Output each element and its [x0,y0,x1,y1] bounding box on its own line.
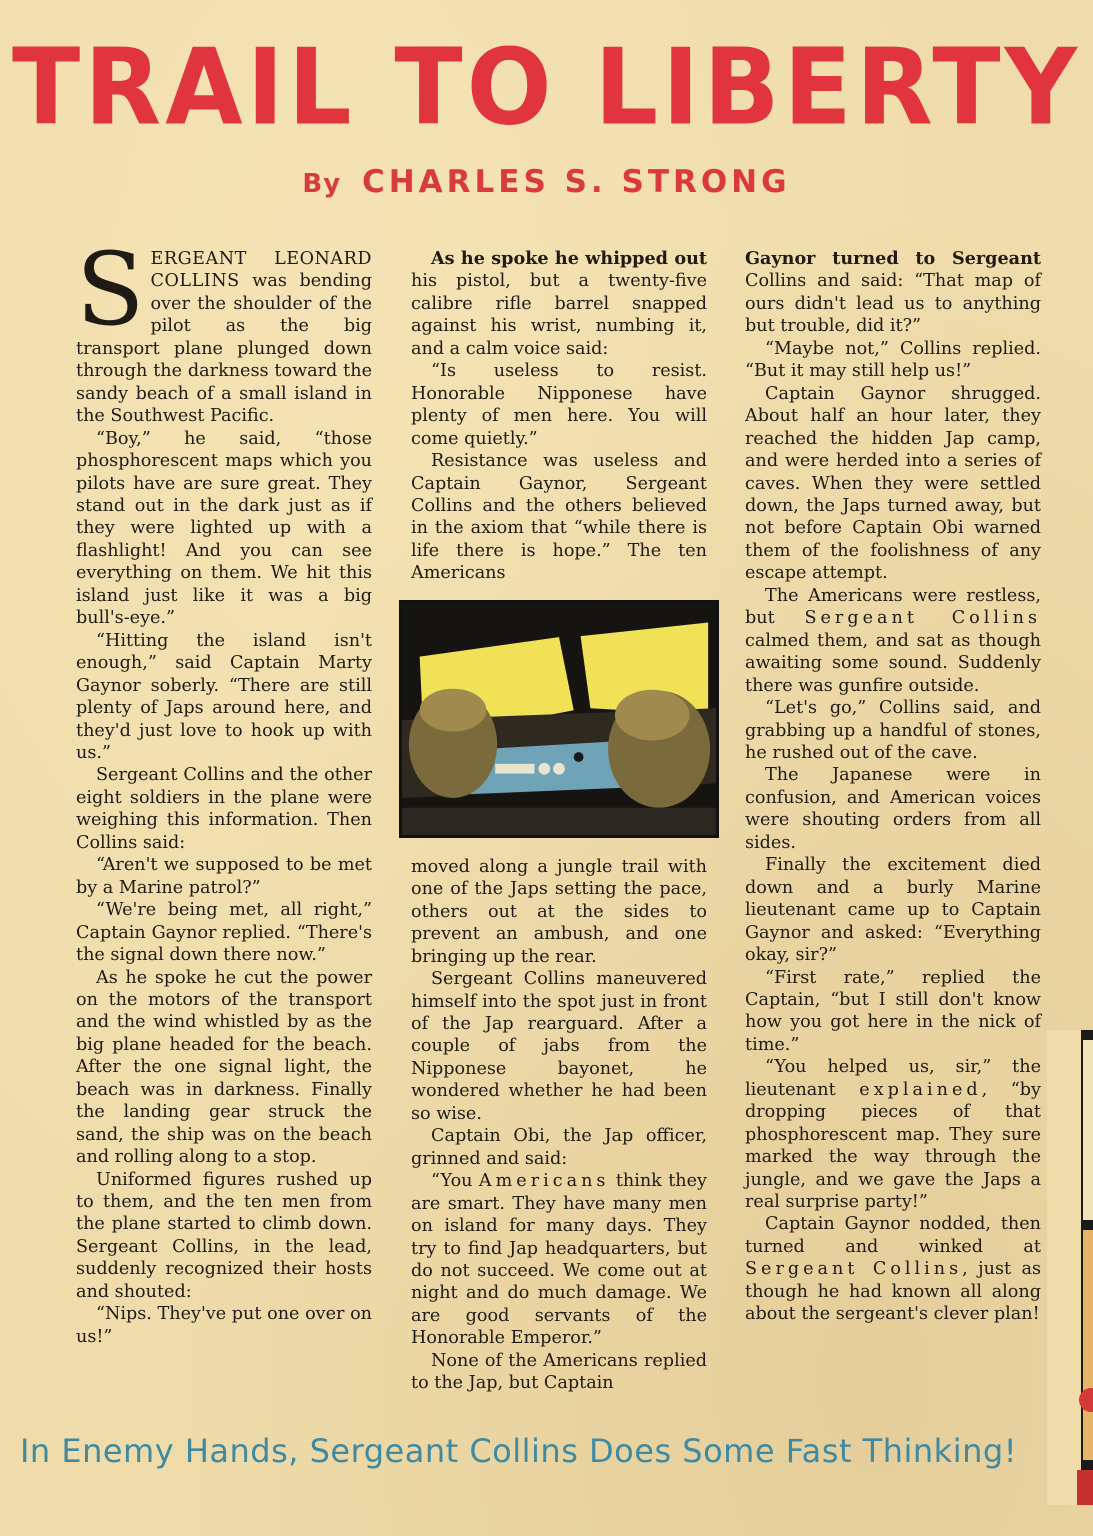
paragraph [76,231,372,428]
byline-prefix: By [302,169,342,199]
paragraph: “First rate,” replied the Captain, “but I still don't know how you got here in the nick of time.” [745,967,1041,1055]
byline [0,164,1093,200]
paragraph [411,1170,707,1350]
paragraph [745,1213,1041,1325]
paragraph: Sergeant Collins maneuvered himself into the spot just in front of the Jap rearguard. After a couple of jabs from the Nipponese bayonet, he wondered whether he had been so wise. [411,969,707,1124]
paragraph: Uniformed figures rushed up to them, and the ten men from the plane started to climb down. Sergeant Collins, in the lead, suddenly recognized their hosts and shouted: [76,1169,372,1302]
drop-cap: S [76,231,145,348]
bold-lead: Gaynor turned to Sergeant [745,248,1041,269]
paragraph: Sergeant Collins and the other eight soldiers in the plane were weighing this information. Then Collins said: [76,765,372,853]
text-column-3 [745,248,1041,1326]
lead-in: ERGEANT LEONARD COLLINS [150,249,372,292]
paragraph-text: his pistol, but a twenty-five calibre rifle barrel snapped against his wrist, numbing it, and a calm voice said: [411,271,707,359]
paragraph: “Aren't we supposed to be met by a Marine patrol?” [76,855,372,898]
story-title: TRAIL TO LIBERTY [12,26,1081,149]
paragraph: “Is useless to resist. Honorable Nipponese have plenty of men here. You will come quietly.” [411,361,707,449]
paragraph-text: Collins and said: “That map of ours didn't lead us to anything but trouble, did it?” [745,271,1041,337]
paragraph: “Maybe not,” Collins replied. “But it may still help us!” [745,338,1041,382]
paragraph: The Japanese were in confusion, and American voices were shouting orders from all sides. [745,765,1041,853]
paragraph-text: “You [431,1171,479,1192]
paragraph-text: Captain Gaynor nodded, then turned and winked at [745,1214,1041,1257]
paragraph-text: The Americans were restless, but [745,585,1041,629]
paragraph [411,248,707,360]
story-tagline: In Enemy Hands, Sergeant Collins Does Some Fast Thinking! [19,1432,1018,1470]
paragraph: “Boy,” he said, “those phosphorescent maps which you pilots have are sure great. They stand out in the dark just as if they were lighted up with a flashlight! And you can see everything on them. We hit this island just like it was a big bull's-eye.” [76,428,372,629]
panel-floor [402,808,716,835]
paragraph: “We're being met, all right,” Captain Gaynor replied. “There's the signal down there now.” [76,900,372,966]
paragraph [745,248,1041,338]
gauge-dial [553,763,565,775]
paragraph: Resistance was useless and Captain Gaynor, Sergeant Collins and the others believed in the axiom that “while there is life there is hope.” The ten Americans [411,451,707,584]
pilot-left-helmet [420,689,487,732]
paragraph-text: “You helped us, sir,” the lieutenant [745,1057,1041,1100]
bold-lead: As he spoke he whipped out [431,248,707,269]
spaced-word: Americans [478,1171,610,1192]
paragraph-text: , “by dropping pieces of that phosphorescent map. They sure marked the way through the jungle, and we gave the Japs a real surprise party!” [745,1079,1041,1213]
gauge-dial [574,752,584,762]
paragraph: Finally the excitement died down and a burly Marine lieutenant came up to Captain Gaynor and asked: “Everything okay, sir?” [745,855,1041,966]
paragraph: None of the Americans replied to the Jap, but Captain [411,1350,707,1394]
author-name: CHARLES S. STRONG [361,164,791,200]
paragraph: “Let's go,” Collins said, and grabbing up a handful of stones, he rushed out of the cave. [745,698,1041,763]
adjacent-page-edge [1047,1030,1093,1505]
paragraph: As he spoke he cut the power on the motors of the transport and the wind whistled by as the big plane headed for the beach. After the one signal light, the beach was in darkness. Finally the landing gear struck the sand, the ship was on the beach and rolling along to a stop. [76,967,372,1168]
paragraph: Captain Obi, the Jap officer, grinned and said: [411,1126,707,1169]
gauge-strip [495,764,534,774]
text-column-2 [411,248,707,1395]
pilot-right-helmet [615,690,690,741]
cockpit-illustration [399,600,719,838]
paragraph-text: calmed them, and sat as though awaiting some sound. Suddenly there was gunfire outside. [745,630,1041,696]
paragraph: moved along a jungle trail with one of the Japs setting the pace, others out at the sides to prevent an ambush, and one bringing up the rear. [411,856,707,967]
spaced-word: Sergeant Collins [804,608,1041,629]
paragraph: “Nips. They've put one over on us!” [76,1304,372,1347]
paragraph: Captain Gaynor shrugged. About half an hour later, they reached the hidden Jap camp, and were herded into a series of caves. When they were settled down, the Japs turned away, but not before Captain Obi warned them of the foolishness of any escape attempt. [745,383,1041,584]
spaced-word: Sergeant Collins [745,1259,963,1280]
paragraph [745,585,1041,697]
paragraph-text: think they are smart. They have many men on island for many days. They try to find Jap headquarters, but do not succeed. We come out at night and do much damage. We are good servants of the Honorable Emperor.” [411,1171,707,1349]
paragraph-text: was bending over the shoulder of the pilot as the big transport plane plunged down through the darkness toward the sandy beach of a small island in the Southwest Pacific. [76,271,372,427]
gauge-dial [538,763,550,775]
paragraph [745,1056,1041,1213]
text-column-1 [76,231,372,1348]
paragraph-text: , just as though he had known all along about the sergeant's clever plan! [745,1259,1041,1325]
spaced-word: explained [859,1079,982,1100]
paragraph: “Hitting the island isn't enough,” said Captain Marty Gaynor soberly. “There are still plenty of Japs around here, and they'd just love to hook up with us.” [76,630,372,763]
